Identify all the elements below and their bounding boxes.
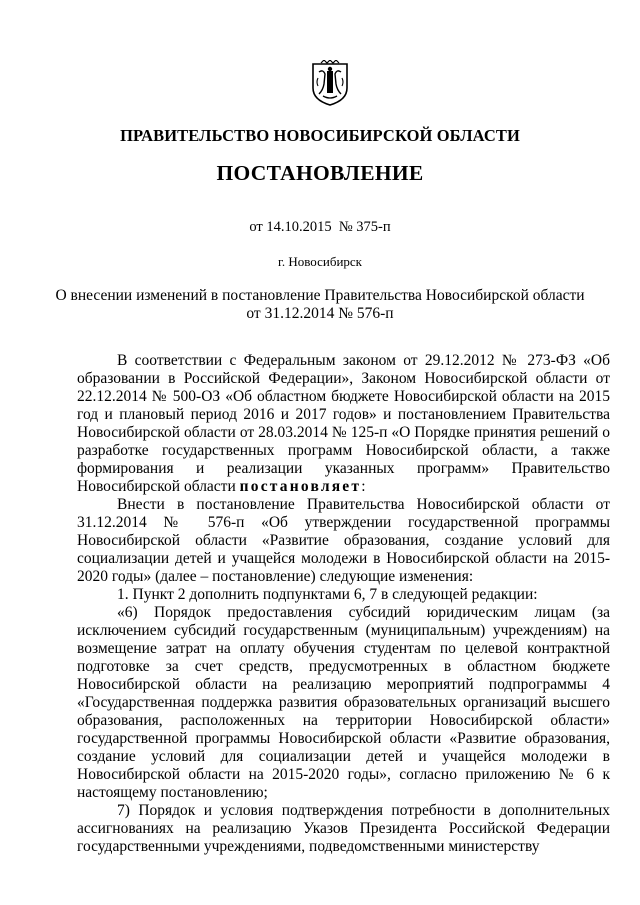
paragraph-subitem-7: 7) Порядок и условия подтверждения потребности в дополнительных ассигнованиях на реализацию Указов Президента Российской Федерации государственными учреждениями, подведомственными министерству [77, 802, 610, 855]
preamble-end: : [361, 478, 366, 495]
document-body [77, 352, 610, 856]
paragraph-item-1: 1. Пункт 2 дополнить подпунктами 6, 7 в следующей редакции: [117, 586, 538, 603]
coat-of-arms-icon [311, 60, 349, 106]
document-city: г. Новосибирск [277, 254, 362, 269]
preamble-text: В соответствии с Федеральным законом от 29.12.2012 № 273-ФЗ «Об образовании в Российской Федерации», Законом Новосибирской области от 22.12.2014 № 500-ОЗ «Об областном бюджете Новосибирской области на 2015 год и плановый период 2016 и 2017 годов» и постановлением Правительства Новосибирской области от 28.03.2014 № 125-п «О Порядке принятия решений о разработке государственных программ Новосибирской области, а также формирования и реализации указанных программ» Правительство Новосибирской области [77, 352, 610, 495]
document-type-title: ПОСТАНОВЛЕНИЕ [216, 161, 424, 185]
document-subject [0, 287, 640, 323]
paragraph-subitem-6: «6) Порядок предоставления субсидий юридическим лицам (за исключением субсидий государственным (муниципальным) учреждениям) на возмещение затрат на оплату обучения студентам по целевой контрактной подготовке за счет средств, предусмотренных в областном бюджете Новосибирской области на реализацию мероприятий подпрограммы 4 «Государственная поддержка развития образовательных организаций высшего образования, расположенных на территории Новосибирской области» государственной программы Новосибирской области «Развитие образования, создание условий для социализации детей и учащейся молодежи в Новосибирской области на 2015-2020 годы», согласно приложению № 6 к настоящему постановлению; [77, 604, 610, 801]
document-dateline: от 14.10.2015 № 375-п [249, 219, 391, 235]
resolves-word: постановляет [239, 478, 362, 495]
paragraph-preamble [77, 352, 610, 496]
paragraph-amend: Внести в постановление Правительства Новосибирской области от 31.12.2014 № 576-п «Об утверждении государственной программы Новосибирской области «Развитие образования, создание условий для социализации детей и учащейся молодежи в Новосибирской области на 2015-2020 годы» (далее – постановление) следующие изменения: [77, 496, 610, 585]
government-name: ПРАВИТЕЛЬСТВО НОВОСИБИРСКОЙ ОБЛАСТИ [120, 126, 520, 145]
subject-line-2: от 31.12.2014 № 576-п [246, 305, 394, 322]
subject-line-1: О внесении изменений в постановление Правительства Новосибирской области [55, 287, 585, 304]
